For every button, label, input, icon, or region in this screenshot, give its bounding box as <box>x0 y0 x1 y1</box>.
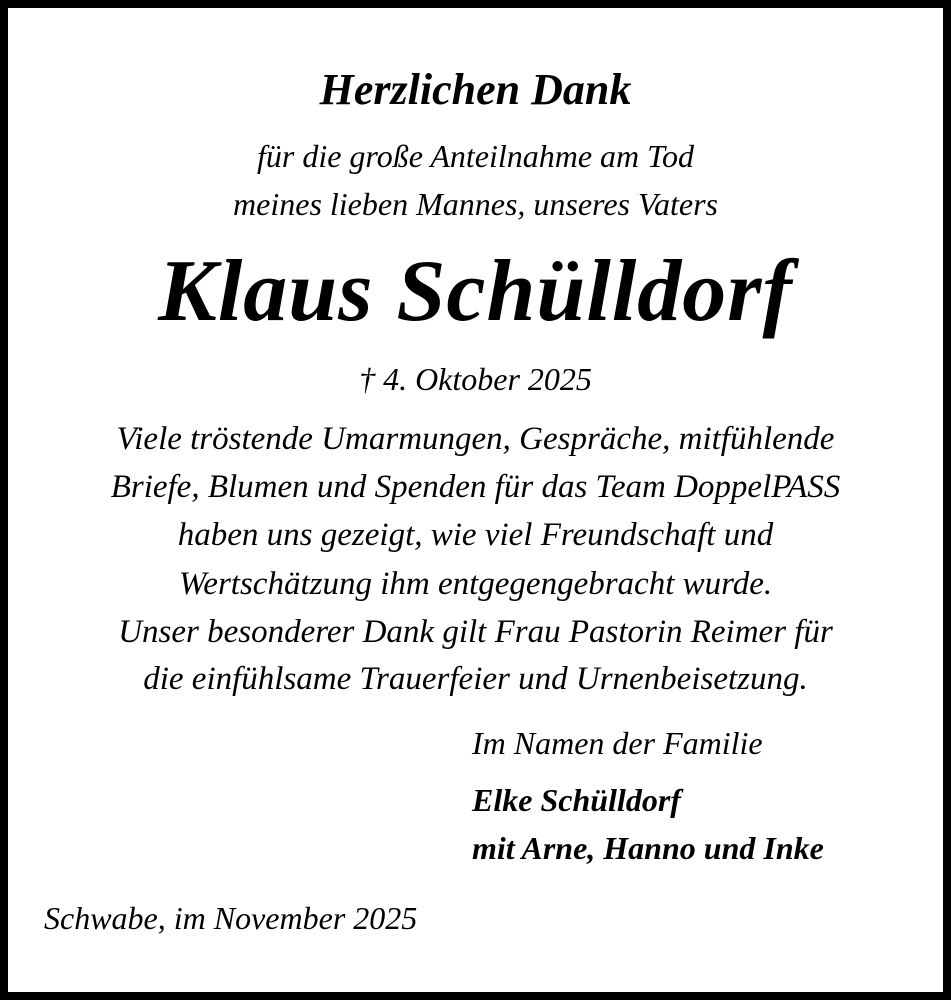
body-line: Wertschätzung ihm entgegengebracht wurde. <box>178 566 773 602</box>
signature-family: mit Arne, Hanno und Inke <box>472 830 824 866</box>
body-line: Briefe, Blumen und Spenden für das Team DoppelPASS <box>110 469 841 505</box>
place-date: Schwabe, im November 2025 <box>44 900 418 936</box>
death-date: † 4. Oktober 2025 <box>359 361 592 397</box>
signature-name: Elke Schülldorf <box>472 782 681 818</box>
body-line: Viele tröstende Umarmungen, Gespräche, mitfühlende <box>116 421 835 457</box>
intro-line: für die große Anteilnahme am Tod <box>256 138 695 174</box>
signature-intro: Im Namen der Familie <box>472 725 763 761</box>
notice-heading: Herzlichen Dank <box>319 65 632 114</box>
deceased-name: Klaus Schülldorf <box>158 243 793 340</box>
body-line: Unser besonderer Dank gilt Frau Pastorin Reimer für <box>118 614 833 650</box>
body-line: haben uns gezeigt, wie viel Freundschaft und <box>177 517 774 553</box>
intro-line: meines lieben Mannes, unseres Vaters <box>233 186 718 222</box>
body-line: die einfühlsame Trauerfeier und Urnenbeisetzung. <box>143 661 808 697</box>
